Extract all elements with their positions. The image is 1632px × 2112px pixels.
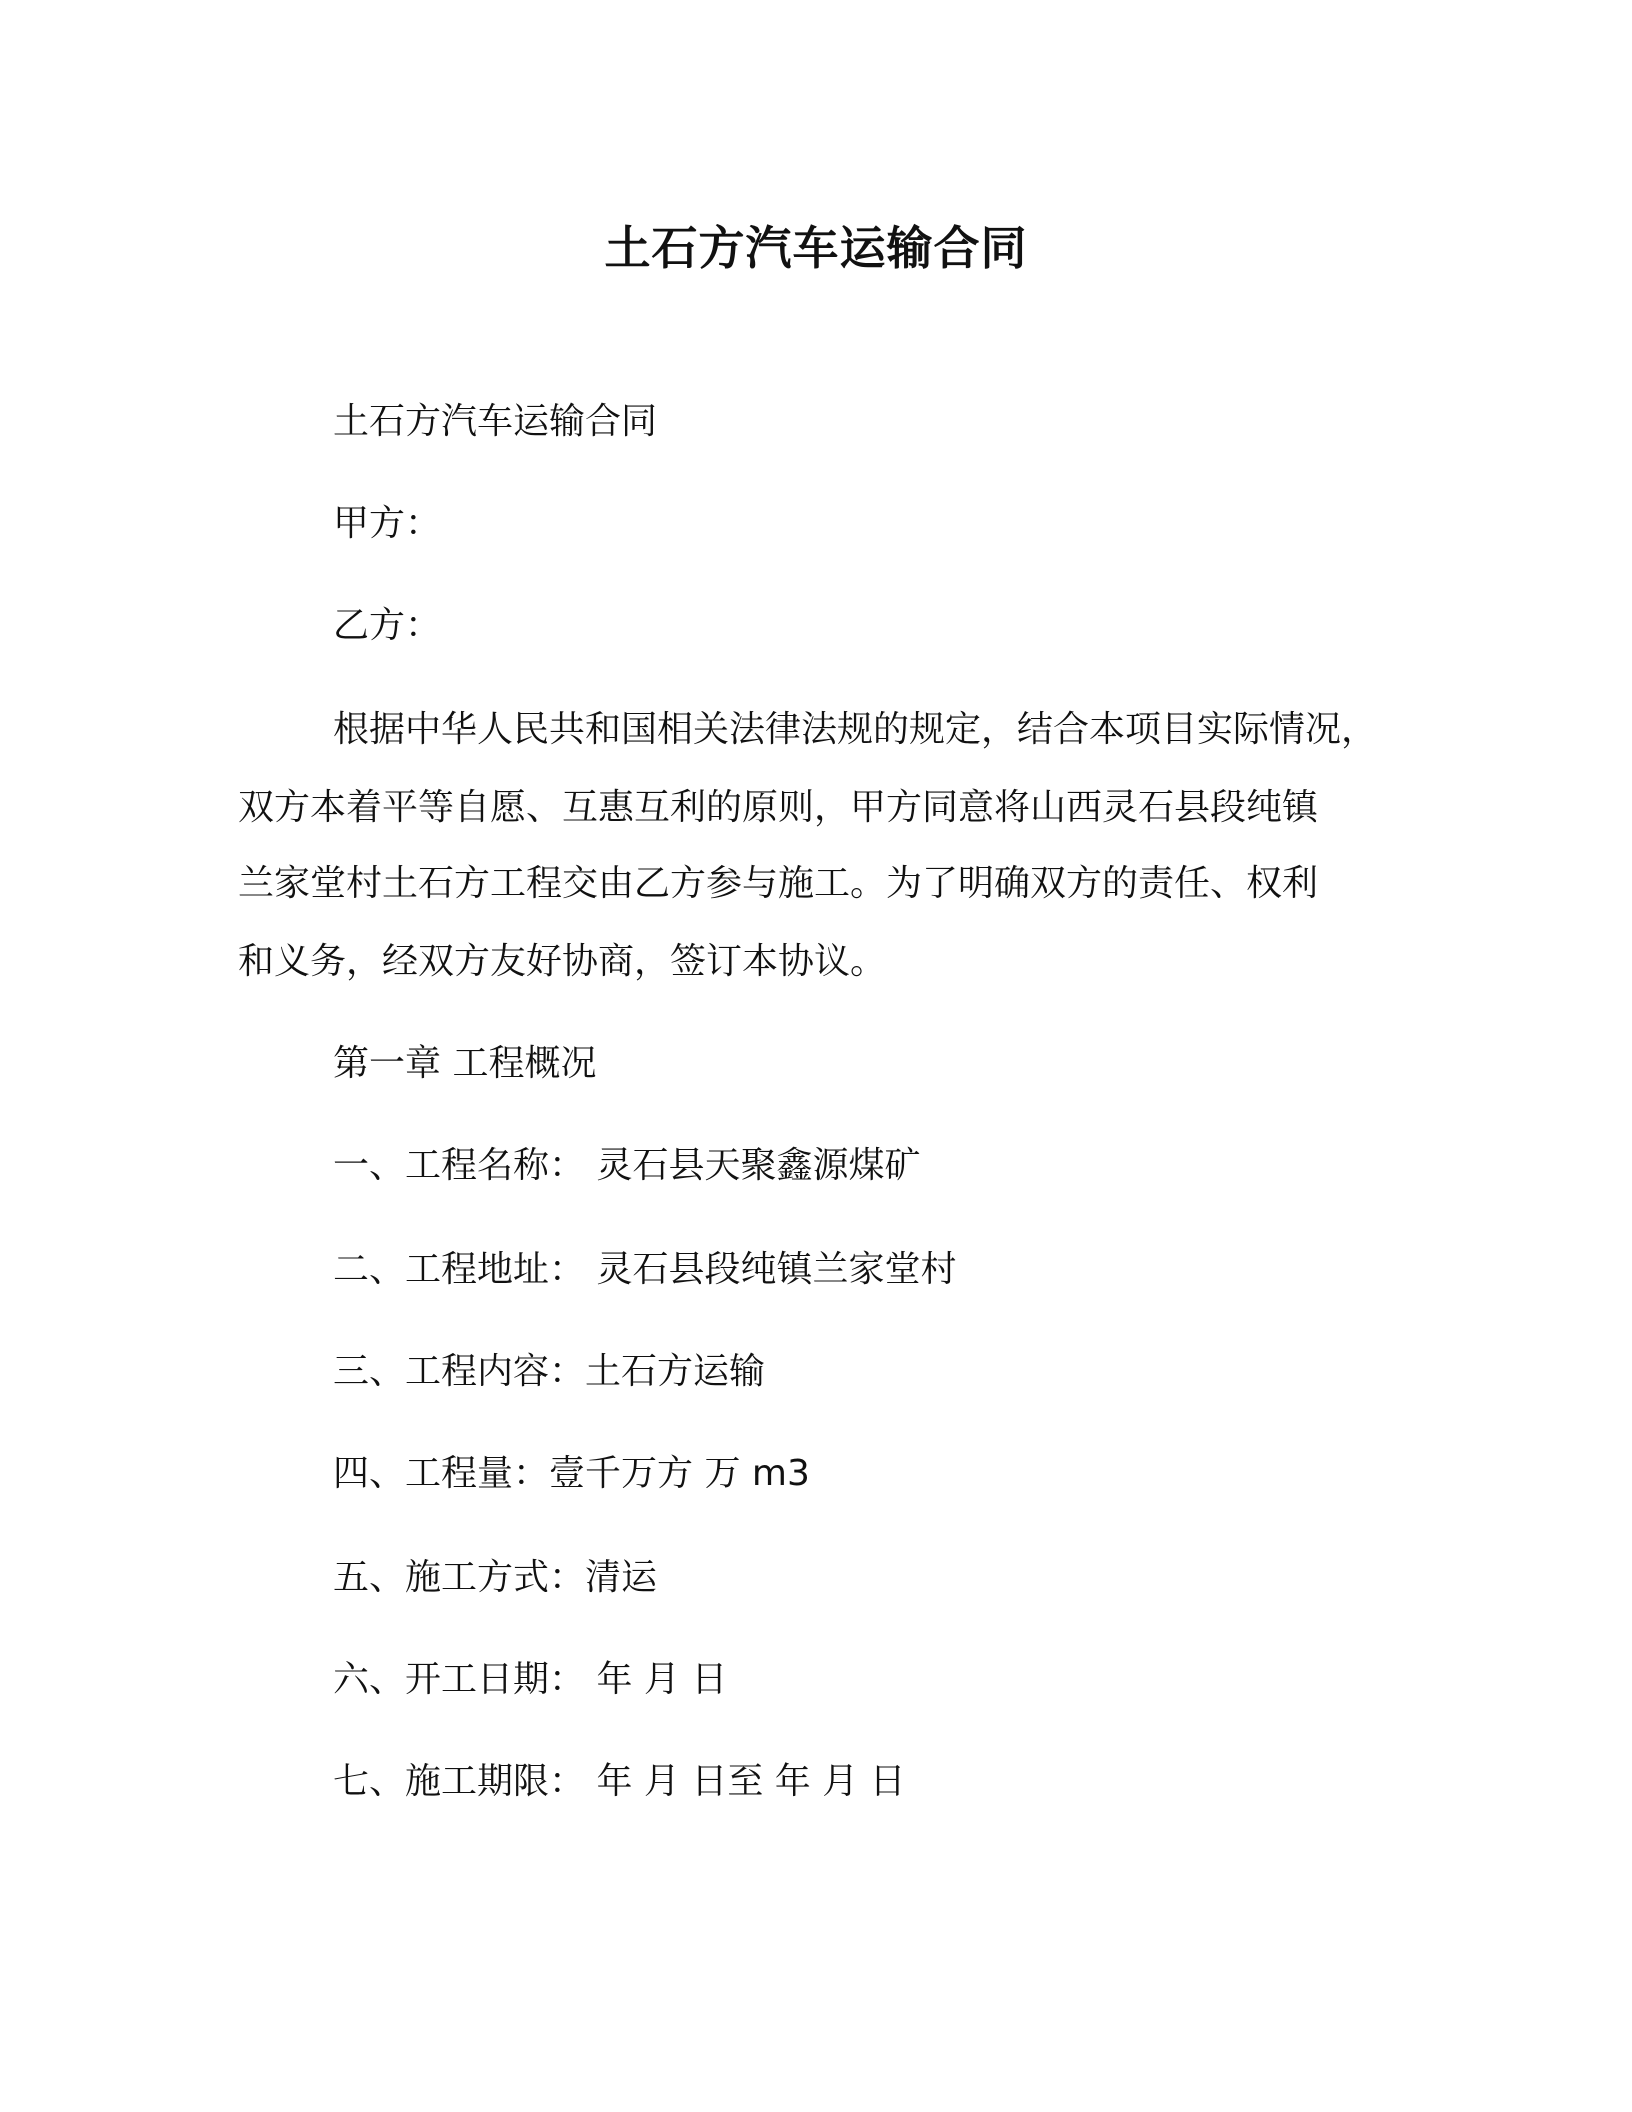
document-title: 土石方汽车运输合同 bbox=[604, 221, 1028, 275]
party-b-label: 乙方： bbox=[333, 605, 442, 646]
project-item: 三、工程内容：土石方运输 bbox=[333, 1351, 766, 1392]
project-item: 一、工程名称： 灵石县天聚鑫源煤矿 bbox=[333, 1145, 921, 1186]
intro-line: 根据中华人民共和国相关法律法规的规定，结合本项目实际情况， bbox=[333, 709, 1378, 750]
project-item: 五、施工方式：清运 bbox=[333, 1557, 658, 1598]
project-item: 七、施工期限： 年 月 日至 年 月 日 bbox=[333, 1761, 906, 1802]
project-item: 六、开工日期： 年 月 日 bbox=[333, 1659, 728, 1700]
intro-line: 兰家堂村土石方工程交由乙方参与施工。为了明确双方的责任、权利 bbox=[238, 863, 1319, 904]
project-item: 四、工程量：壹千万方 万 m3 bbox=[333, 1453, 810, 1494]
intro-line: 双方本着平等自愿、互惠互利的原则，甲方同意将山西灵石县段纯镇 bbox=[238, 787, 1319, 828]
chapter-heading: 第一章 工程概况 bbox=[333, 1043, 597, 1084]
project-item: 二、工程地址： 灵石县段纯镇兰家堂村 bbox=[333, 1249, 957, 1290]
intro-line: 和义务，经双方友好协商，签订本协议。 bbox=[238, 941, 887, 982]
document-subtitle: 土石方汽车运输合同 bbox=[333, 401, 658, 442]
party-a-label: 甲方： bbox=[333, 503, 442, 544]
